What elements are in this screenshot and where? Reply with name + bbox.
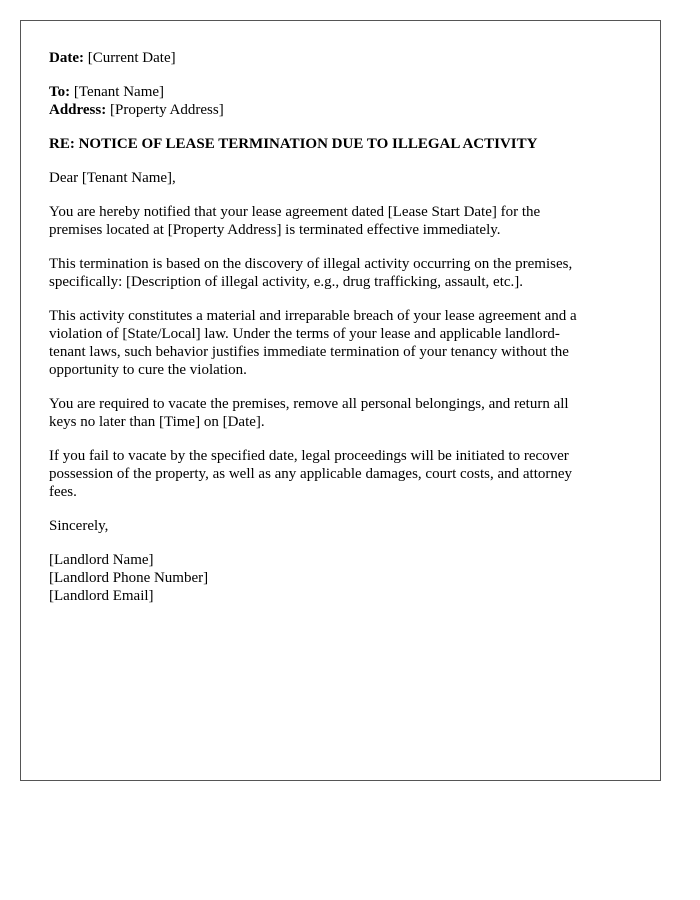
paragraph-line: You are hereby notified that your lease agreement dated [Lease Start Date] for the: [49, 204, 541, 220]
paragraph-line: tenant laws, such behavior justifies immediate termination of your tenancy without the: [49, 344, 569, 360]
paragraph-line: possession of the property, as well as any applicable damages, court costs, and attorney: [49, 466, 573, 482]
date-value: [Current Date]: [87, 50, 176, 66]
salutation: Dear [Tenant Name],: [49, 170, 176, 186]
closing: Sincerely,: [49, 518, 109, 534]
to-value: [Tenant Name]: [73, 84, 165, 100]
letter-body: [49, 203, 632, 501]
paragraph-line: violation of [State/Local] law. Under the terms of your lease and applicable landlord-: [49, 326, 560, 342]
body-paragraph: [49, 307, 632, 379]
landlord-name: [Landlord Name]: [49, 552, 154, 568]
paragraph-line: If you fail to vacate by the specified date, legal proceedings will be initiated to recover: [49, 448, 569, 464]
paragraph-line: fees.: [49, 484, 77, 500]
address-value: [Property Address]: [109, 102, 224, 118]
paragraph-line: You are required to vacate the premises, remove all personal belongings, and return all: [49, 396, 569, 412]
body-paragraph: [49, 395, 632, 431]
address-label: Address:: [49, 102, 107, 118]
address-line: [49, 101, 632, 119]
paragraph-line: premises located at [Property Address] is terminated effective immediately.: [49, 222, 501, 238]
paragraph-line: opportunity to cure the violation.: [49, 362, 247, 378]
subject-line: [49, 135, 632, 153]
date-line: [49, 49, 632, 67]
body-paragraph: [49, 447, 632, 501]
landlord-email: [Landlord Email]: [49, 588, 154, 604]
paragraph-line: This termination is based on the discovery of illegal activity occurring on the premises,: [49, 256, 573, 272]
letter-document: [20, 20, 661, 781]
signature-block: [49, 551, 632, 605]
landlord-phone: [Landlord Phone Number]: [49, 570, 209, 586]
recipient-block: [49, 83, 632, 119]
paragraph-line: specifically: [Description of illegal activity, e.g., drug trafficking, assault, etc.].: [49, 274, 524, 290]
body-paragraph: [49, 255, 632, 291]
paragraph-line: This activity constitutes a material and irreparable breach of your lease agreement and a: [49, 308, 577, 324]
to-label: To:: [49, 84, 71, 100]
paragraph-line: keys no later than [Time] on [Date].: [49, 414, 265, 430]
date-label: Date:: [49, 50, 84, 66]
to-line: [49, 83, 632, 101]
subject-text: RE: NOTICE OF LEASE TERMINATION DUE TO ILLEGAL ACTIVITY: [49, 136, 538, 152]
body-paragraph: [49, 203, 632, 239]
